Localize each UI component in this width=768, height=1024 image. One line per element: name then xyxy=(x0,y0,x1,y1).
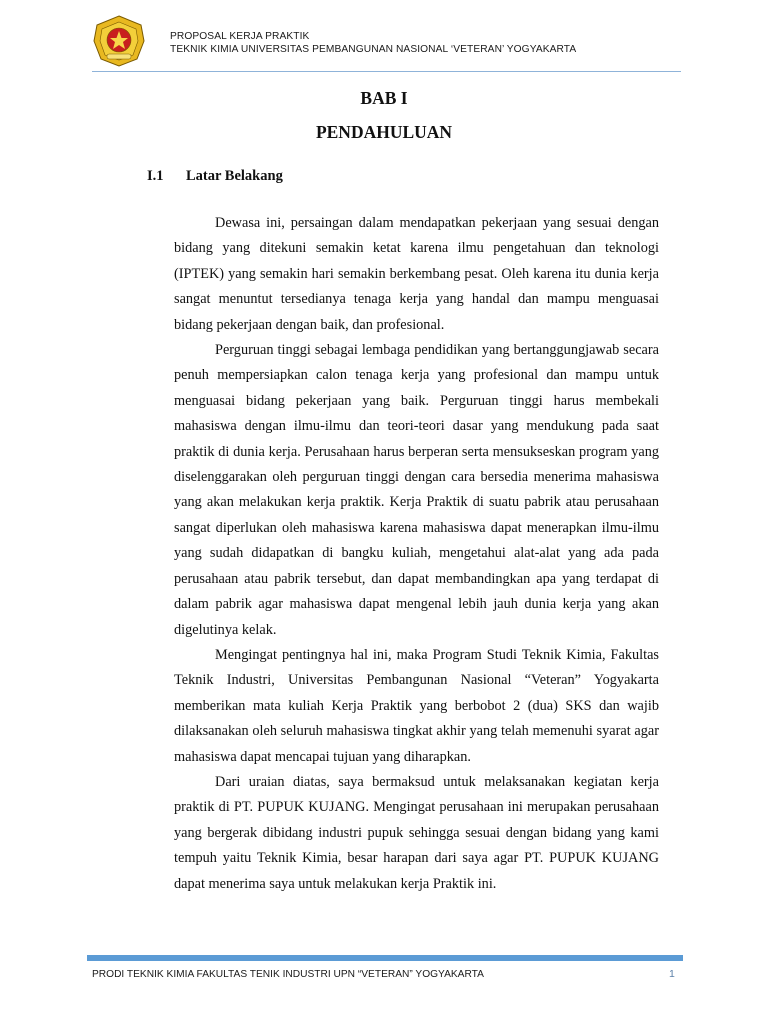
section-heading xyxy=(147,168,283,185)
header-line-2: TEKNIK KIMIA UNIVERSITAS PEMBANGUNAN NASIONAL ‘VETERAN’ YOGYAKARTA xyxy=(170,44,577,55)
section-number: I.1 xyxy=(147,168,164,184)
section-title: Latar Belakang xyxy=(186,168,283,184)
footer-text: PRODI TEKNIK KIMIA FAKULTAS TENIK INDUSTRI UPN “VETERAN” YOGYAKARTA xyxy=(92,969,484,980)
paragraph-4: Dari uraian diatas, saya bermaksud untuk melaksanakan kegiatan kerja praktik di PT. PUPUK KUJANG. Mengingat perusahaan ini merupakan perusahaan yang bergerak dibidang industri pupuk sehingga sesuai dengan bidang yang kami tempuh yaitu Teknik Kimia, besar harapan dari saya agar PT. PUPUK KUJANG dapat menerima saya untuk melakukan kerja Praktik ini. xyxy=(174,773,659,892)
page-number: 1 xyxy=(669,968,675,980)
university-emblem-icon xyxy=(92,14,146,68)
header-divider xyxy=(92,71,681,72)
chapter-title: PENDAHULUAN xyxy=(315,122,453,142)
footer-divider xyxy=(87,955,683,961)
body-text xyxy=(174,211,659,897)
paragraph-1: Dewasa ini, persaingan dalam mendapatkan pekerjaan yang sesuai dengan bidang yang ditekuni semakin ketat karena ilmu pengetahuan dan teknologi (IPTEK) yang semakin hari semakin berkembang pesat. Oleh karena itu dunia kerja sangat menuntut tersedianya tenaga kerja yang handal dan mampu menguasai bidang pekerjaan dengan baik, dan profesional. xyxy=(174,215,659,333)
chapter-label: BAB I xyxy=(360,88,408,108)
paragraph-2: Perguruan tinggi sebagai lembaga pendidikan yang bertanggungjawab secara penuh mempersiapkan calon tenaga kerja yang profesional dan mampu untuk menguasai bidang pekerjaan yang baik. Perguruan tinggi harus membekali mahasiswa dengan ilmu-ilmu dan teori-teori dasar yang mendukung pada saat praktik di dunia kerja. Perusahaan harus berperan serta mensukseskan program yang diselenggarakan oleh perguruan tinggi dengan cara bersedia menerima mahasiswa yang akan melakukan kerja praktik. Kerja Praktik di suatu pabrik atau perusahaan sangat diperlukan oleh mahasiswa karena mahasiswa dapat menerapkan ilmu-ilmu yang sudah didapatkan di bangku kuliah, mengetahui alat-alat yang ada pada perusahaan atau pabrik tersebut, dan dapat membandingkan apa yang terdapat di dalam pabrik agar mahasiswa dapat mengenal lebih jauh dunia kerja yang akan digelutinya kelak. xyxy=(174,342,659,638)
header-line-1: PROPOSAL KERJA PRAKTIK xyxy=(170,31,310,42)
paragraph-3: Mengingat pentingnya hal ini, maka Program Studi Teknik Kimia, Fakultas Teknik Industri, Universitas Pembangunan Nasional “Veteran” Yogyakarta memberikan mata kuliah Kerja Praktik yang berbobot 2 (dua) SKS dan wajib dilaksanakan oleh seluruh mahasiswa tingkat akhir yang telah memenuhi syarat agar mahasiswa dapat mencapai tujuan yang diharapkan. xyxy=(174,646,659,765)
document-header xyxy=(170,30,576,56)
